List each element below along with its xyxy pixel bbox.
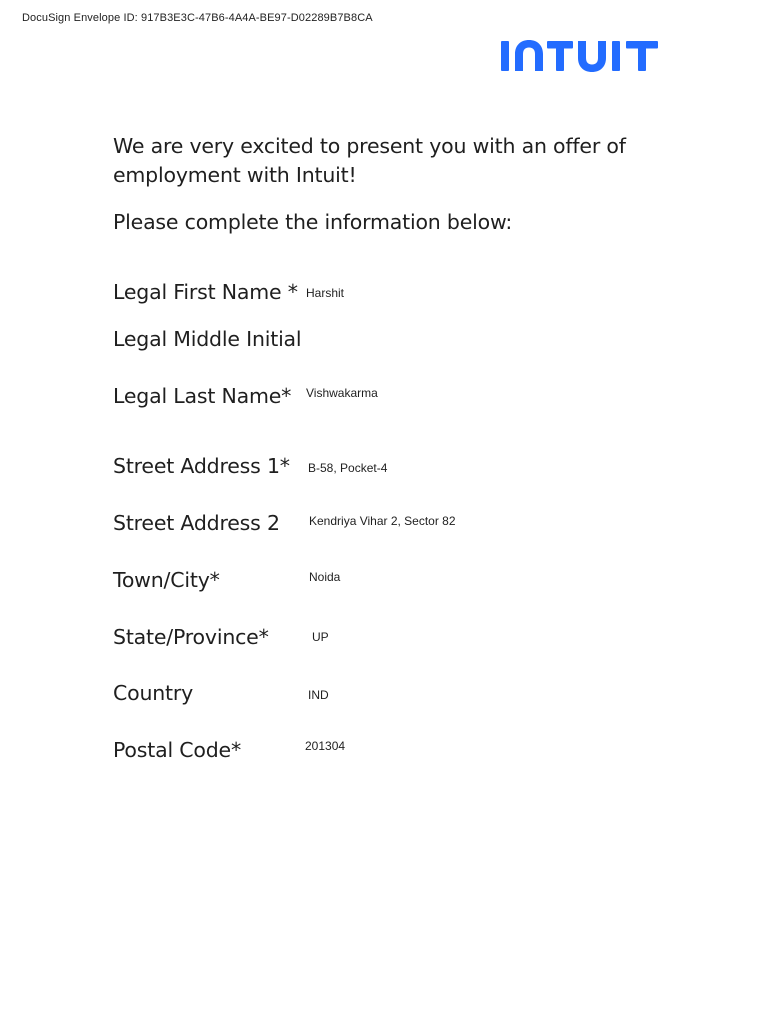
first-name-label: Legal First Name *: [113, 280, 298, 304]
country-label: Country: [113, 681, 194, 705]
last-name-field[interactable]: Vishwakarma: [306, 386, 378, 400]
offer-intro-line1: We are very excited to present you with an offer of: [113, 134, 626, 158]
offer-intro-line2: employment with Intuit!: [113, 163, 357, 187]
street-address-1-label: Street Address 1*: [113, 454, 290, 478]
street-address-2-label: Street Address 2: [113, 511, 280, 535]
first-name-field[interactable]: Harshit: [306, 286, 345, 300]
street-address-2-field[interactable]: Kendriya Vihar 2, Sector 82: [309, 514, 456, 528]
middle-initial-field[interactable]: [306, 333, 426, 347]
docusign-envelope-id: DocuSign Envelope ID: 917B3E3C-47B6-4A4A-BE97-D02289B7B8CA: [22, 12, 373, 24]
town-city-field[interactable]: Noida: [309, 570, 341, 584]
form-instruction: Please complete the information below:: [113, 210, 513, 234]
offer-intro: [113, 132, 633, 190]
country-field[interactable]: IND: [308, 688, 329, 702]
postal-code-field[interactable]: 201304: [305, 739, 346, 753]
town-city-label: Town/City*: [113, 568, 220, 592]
postal-code-label: Postal Code*: [113, 738, 241, 762]
last-name-label: Legal Last Name*: [113, 384, 292, 408]
state-province-label: State/Province*: [113, 625, 269, 649]
street-address-1-field[interactable]: B-58, Pocket-4: [308, 461, 388, 475]
middle-initial-label: Legal Middle Initial: [113, 327, 302, 351]
intuit-logo: [500, 36, 660, 74]
state-province-field[interactable]: UP: [312, 630, 329, 644]
